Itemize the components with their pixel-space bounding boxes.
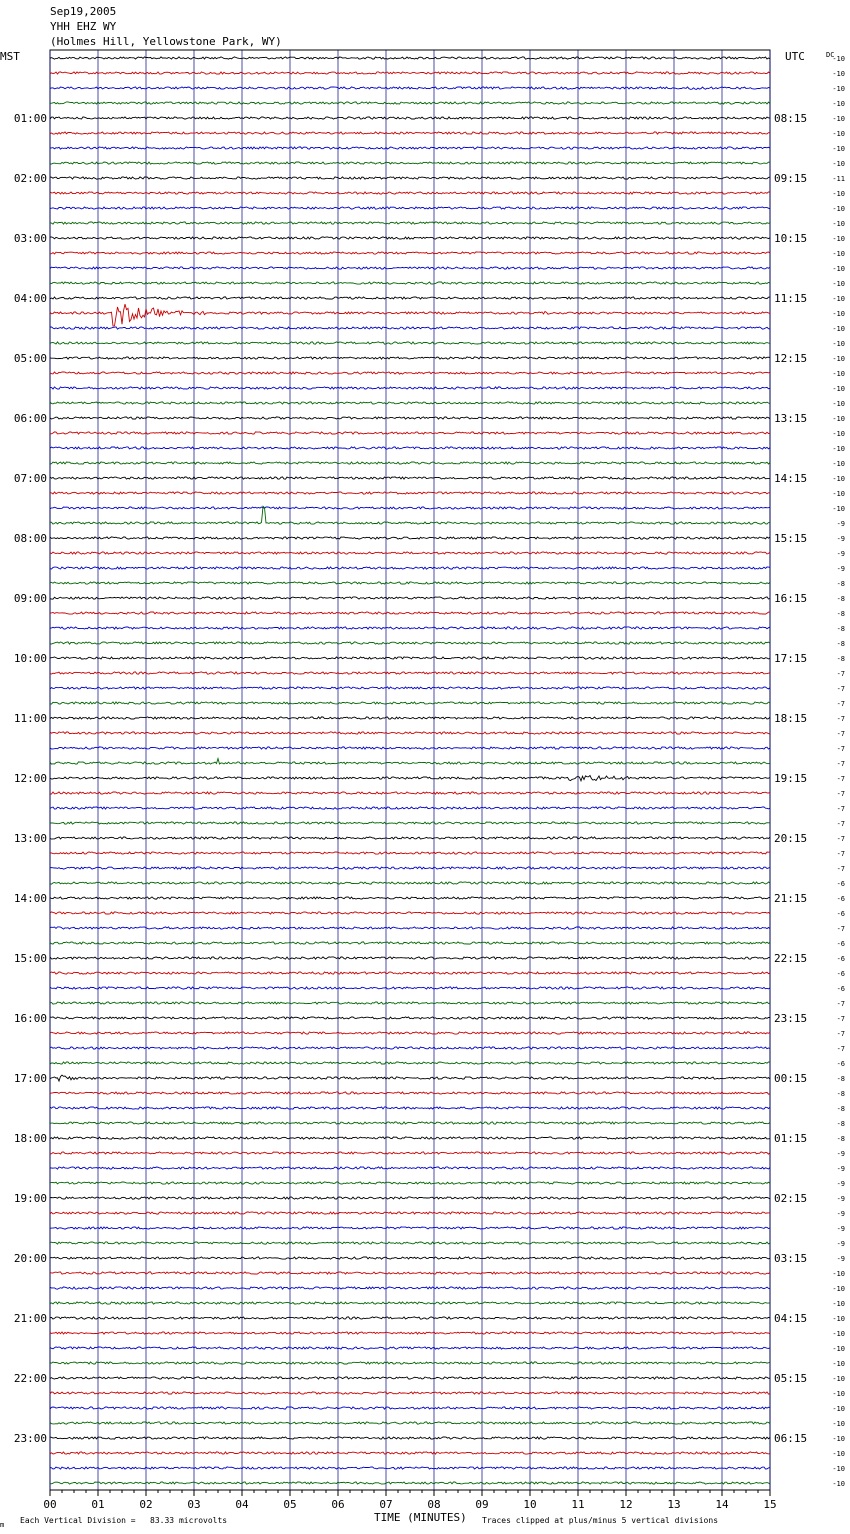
dc-offset-label: -9 <box>836 1210 845 1218</box>
x-tick-label: 12 <box>619 1498 633 1511</box>
trace-row <box>50 1302 770 1304</box>
x-tick-label: 10 <box>523 1498 537 1511</box>
dc-offset-label: -9 <box>836 1150 845 1158</box>
trace-row <box>50 207 770 209</box>
trace-row <box>50 387 770 389</box>
dc-offset-label: -8 <box>836 1075 845 1083</box>
trace-row <box>50 357 770 359</box>
dc-offset-label: -8 <box>836 610 845 618</box>
dc-offset-label: -9 <box>836 1225 845 1233</box>
dc-offset-label: -7 <box>836 1015 845 1023</box>
dc-offset-label: -7 <box>836 835 845 843</box>
trace-row <box>50 1062 770 1064</box>
dc-offset-label: -7 <box>836 670 845 678</box>
dc-offset-label: -9 <box>836 565 845 573</box>
dc-offset-label: -7 <box>836 730 845 738</box>
plot-date: Sep19,2005 <box>50 5 117 18</box>
dc-offset-label: -10 <box>832 430 845 438</box>
trace-row <box>50 432 770 434</box>
utc-hour-label: 03:15 <box>774 1252 808 1265</box>
trace-row <box>50 297 770 299</box>
trace-row <box>50 702 770 704</box>
mst-hour-label: 12:00 <box>13 772 47 785</box>
trace-row <box>50 927 770 929</box>
dc-offset-label: -9 <box>836 1180 845 1188</box>
station-location: (Holmes Hill, Yellowstone Park, WY) <box>50 35 282 48</box>
trace-row <box>50 1377 770 1379</box>
utc-hour-label: 06:15 <box>774 1432 808 1445</box>
trace-row <box>50 237 770 239</box>
trace-row <box>50 1257 770 1259</box>
dc-offset-label: -10 <box>832 1390 845 1398</box>
dc-offset-label: -7 <box>836 715 845 723</box>
mst-hour-label: 16:00 <box>13 1012 47 1025</box>
dc-offset-label: -6 <box>836 895 845 903</box>
trace-row <box>50 447 770 449</box>
mst-hour-label: 23:00 <box>13 1432 47 1445</box>
trace-row <box>50 222 770 224</box>
trace-row <box>50 117 770 119</box>
dc-offset-label: -10 <box>832 445 845 453</box>
x-tick-label: 06 <box>331 1498 345 1511</box>
utc-hour-label: 04:15 <box>774 1312 808 1325</box>
x-tick-label: 11 <box>571 1498 585 1511</box>
x-axis-title: TIME (MINUTES) <box>374 1511 467 1524</box>
mst-hour-label: 21:00 <box>13 1312 47 1325</box>
trace-row <box>50 417 770 419</box>
dc-offset-label: -7 <box>836 1000 845 1008</box>
trace-row <box>50 957 770 959</box>
footer-mark: m <box>0 1521 5 1529</box>
dc-offset-label: -8 <box>836 1105 845 1113</box>
trace-row <box>50 852 770 854</box>
trace-row <box>50 1437 770 1439</box>
mst-hour-label: 11:00 <box>13 712 47 725</box>
x-tick-label: 09 <box>475 1498 489 1511</box>
trace-row <box>50 1122 770 1124</box>
dc-offset-label: -7 <box>836 805 845 813</box>
trace-row <box>50 792 770 794</box>
mst-hour-label: 10:00 <box>13 652 47 665</box>
dc-offset-label: -7 <box>836 685 845 693</box>
trace-row <box>50 567 770 569</box>
utc-hour-label: 02:15 <box>774 1192 808 1205</box>
trace-row <box>50 1332 770 1334</box>
dc-offset-label: -10 <box>832 55 845 63</box>
trace-row <box>50 837 770 839</box>
x-tick-label: 02 <box>139 1498 153 1511</box>
trace-row <box>50 717 770 719</box>
dc-offset-label: -10 <box>832 1405 845 1413</box>
dc-offset-label: -7 <box>836 865 845 873</box>
mst-hour-label: 19:00 <box>13 1192 47 1205</box>
mst-hour-label: 02:00 <box>13 172 47 185</box>
trace-row <box>50 162 770 164</box>
dc-offset-label: -10 <box>832 145 845 153</box>
dc-offset-label: -8 <box>836 580 845 588</box>
mst-hour-label: 18:00 <box>13 1132 47 1145</box>
dc-offset-label: -10 <box>832 1450 845 1458</box>
trace-row <box>50 327 770 329</box>
trace-row <box>50 822 770 824</box>
dc-offset-label: -10 <box>832 1465 845 1473</box>
trace-row <box>50 252 770 254</box>
trace-row <box>50 477 770 479</box>
utc-hour-label: 22:15 <box>774 952 808 965</box>
trace-row <box>50 972 770 974</box>
trace-row <box>50 282 770 284</box>
x-tick-label: 00 <box>43 1498 57 1511</box>
dc-offset-label: -10 <box>832 1435 845 1443</box>
dc-offset-label: -8 <box>836 1135 845 1143</box>
dc-offset-label: -10 <box>832 490 845 498</box>
trace-row <box>50 1392 770 1394</box>
dc-offset-label: -10 <box>832 325 845 333</box>
trace-row <box>50 942 770 944</box>
trace-row <box>50 1407 770 1409</box>
utc-axis-title: UTC <box>785 50 805 63</box>
trace-row <box>50 1272 770 1274</box>
trace-row <box>50 1152 770 1154</box>
trace-row <box>50 672 770 674</box>
trace-row <box>50 597 770 599</box>
trace-row <box>50 57 770 59</box>
trace-row <box>50 747 770 749</box>
trace-row <box>50 462 770 464</box>
trace-row <box>50 1287 770 1289</box>
trace-row <box>50 897 770 899</box>
utc-hour-label: 21:15 <box>774 892 808 905</box>
trace-row <box>50 882 770 884</box>
dc-offset-label: -6 <box>836 910 845 918</box>
dc-offset-label: -10 <box>832 1345 845 1353</box>
dc-offset-label: -10 <box>832 1285 845 1293</box>
trace-row <box>50 1092 770 1094</box>
mst-hour-label: 04:00 <box>13 292 47 305</box>
utc-hour-label: 16:15 <box>774 592 808 605</box>
dc-offset-label: -10 <box>832 1480 845 1488</box>
utc-hour-label: 14:15 <box>774 472 808 485</box>
dc-offset-label: -10 <box>832 115 845 123</box>
trace-row <box>50 402 770 404</box>
trace-row <box>50 1017 770 1019</box>
dc-offset-label: -10 <box>832 130 845 138</box>
dc-offset-label: -7 <box>836 790 845 798</box>
dc-offset-label: -9 <box>836 535 845 543</box>
dc-offset-label: -7 <box>836 1045 845 1053</box>
trace-row <box>50 506 770 524</box>
x-tick-label: 15 <box>763 1498 777 1511</box>
x-tick-label: 08 <box>427 1498 441 1511</box>
trace-row <box>50 627 770 629</box>
trace-row <box>50 372 770 374</box>
mst-axis-title: MST <box>0 50 20 63</box>
utc-hour-label: 10:15 <box>774 232 808 245</box>
x-tick-label: 05 <box>283 1498 297 1511</box>
trace-row <box>50 732 770 734</box>
mst-hour-label: 20:00 <box>13 1252 47 1265</box>
dc-offset-label: -6 <box>836 955 845 963</box>
trace-row <box>50 147 770 149</box>
dc-offset-label: -10 <box>832 280 845 288</box>
trace-row <box>50 102 770 104</box>
dc-offset-label: -10 <box>832 190 845 198</box>
utc-hour-label: 23:15 <box>774 1012 808 1025</box>
x-tick-label: 01 <box>91 1498 105 1511</box>
utc-hour-label: 15:15 <box>774 532 808 545</box>
trace-row <box>50 776 770 781</box>
dc-offset-label: -8 <box>836 595 845 603</box>
dc-offset-label: -10 <box>832 340 845 348</box>
trace-row <box>50 267 770 269</box>
dc-offset-label: -10 <box>832 235 845 243</box>
dc-offset-label: -6 <box>836 985 845 993</box>
mst-hour-label: 05:00 <box>13 352 47 365</box>
dc-offset-label: -10 <box>832 250 845 258</box>
utc-hour-label: 20:15 <box>774 832 808 845</box>
scale-note: Each Vertical Division = 83.33 microvolts <box>20 1516 228 1525</box>
trace-row <box>50 72 770 74</box>
x-tick-label: 14 <box>715 1498 729 1511</box>
trace-row <box>50 1482 770 1484</box>
trace-row <box>50 1242 770 1244</box>
utc-hour-label: 00:15 <box>774 1072 808 1085</box>
x-tick-label: 04 <box>235 1498 249 1511</box>
utc-hour-label: 11:15 <box>774 292 808 305</box>
dc-offset-label: -8 <box>836 625 845 633</box>
dc-offset-label: -7 <box>836 1030 845 1038</box>
trace-row <box>50 1212 770 1214</box>
dc-offset-label: -6 <box>836 880 845 888</box>
trace-row <box>50 304 770 326</box>
dc-offset-label: -8 <box>836 655 845 663</box>
dc-offset-label: -7 <box>836 775 845 783</box>
mst-hour-label: 22:00 <box>13 1372 47 1385</box>
trace-row <box>50 492 770 494</box>
dc-offset-label: -10 <box>832 220 845 228</box>
trace-row <box>50 657 770 659</box>
mst-hour-label: 14:00 <box>13 892 47 905</box>
utc-hour-label: 12:15 <box>774 352 808 365</box>
dc-offset-label: -6 <box>836 940 845 948</box>
dc-offset-label: -10 <box>832 1375 845 1383</box>
dc-offset-label: -6 <box>836 970 845 978</box>
trace-row <box>50 759 770 765</box>
mst-hour-label: 08:00 <box>13 532 47 545</box>
trace-row <box>50 1182 770 1184</box>
trace-row <box>50 1347 770 1349</box>
trace-row <box>50 1107 770 1109</box>
dc-offset-label: -10 <box>832 85 845 93</box>
trace-row <box>50 1075 770 1081</box>
dc-offset-label: -10 <box>832 100 845 108</box>
trace-row <box>50 1362 770 1364</box>
utc-hour-label: 09:15 <box>774 172 808 185</box>
dc-offset-label: -9 <box>836 1165 845 1173</box>
dc-offset-label: -10 <box>832 295 845 303</box>
trace-row <box>50 507 770 509</box>
dc-offset-label: -10 <box>832 460 845 468</box>
dc-offset-label: -8 <box>836 640 845 648</box>
dc-offset-label: -7 <box>836 850 845 858</box>
trace-row <box>50 1167 770 1169</box>
dc-offset-label: -10 <box>832 370 845 378</box>
dc-offset-label: -9 <box>836 1240 845 1248</box>
dc-offset-label: -10 <box>832 1360 845 1368</box>
trace-row <box>50 342 770 344</box>
dc-offset-label: -10 <box>832 1270 845 1278</box>
trace-row <box>50 642 770 644</box>
utc-hour-label: 18:15 <box>774 712 808 725</box>
trace-row <box>50 1197 770 1199</box>
utc-hour-label: 08:15 <box>774 112 808 125</box>
dc-offset-label: -10 <box>832 160 845 168</box>
mst-hour-label: 06:00 <box>13 412 47 425</box>
station-code: YHH EHZ WY <box>50 20 117 33</box>
dc-offset-label: -11 <box>832 175 845 183</box>
dc-axis-title: DC <box>826 51 835 59</box>
dc-offset-label: -10 <box>832 355 845 363</box>
trace-row <box>50 1467 770 1469</box>
dc-offset-label: -10 <box>832 310 845 318</box>
trace-row <box>50 582 770 584</box>
mst-hour-label: 01:00 <box>13 112 47 125</box>
trace-row <box>50 867 770 869</box>
utc-hour-label: 17:15 <box>774 652 808 665</box>
utc-hour-label: 01:15 <box>774 1132 808 1145</box>
dc-offset-label: -10 <box>832 1300 845 1308</box>
trace-row <box>50 687 770 689</box>
mst-hour-label: 15:00 <box>13 952 47 965</box>
mst-hour-label: 07:00 <box>13 472 47 485</box>
trace-row <box>50 912 770 914</box>
trace-row <box>50 132 770 134</box>
trace-row <box>50 537 770 539</box>
dc-offset-label: -7 <box>836 745 845 753</box>
dc-offset-label: -9 <box>836 1255 845 1263</box>
dc-offset-label: -10 <box>832 1330 845 1338</box>
mst-hour-label: 03:00 <box>13 232 47 245</box>
x-tick-label: 07 <box>379 1498 393 1511</box>
dc-offset-label: -8 <box>836 1090 845 1098</box>
trace-row <box>50 552 770 554</box>
mst-hour-label: 17:00 <box>13 1072 47 1085</box>
dc-offset-label: -10 <box>832 415 845 423</box>
trace-row <box>50 87 770 90</box>
dc-offset-label: -10 <box>832 475 845 483</box>
mst-hour-label: 09:00 <box>13 592 47 605</box>
mst-hour-label: 13:00 <box>13 832 47 845</box>
trace-row <box>50 177 770 179</box>
dc-offset-label: -8 <box>836 1120 845 1128</box>
dc-offset-label: -10 <box>832 265 845 273</box>
dc-offset-label: -7 <box>836 925 845 933</box>
trace-row <box>50 807 770 809</box>
clip-note: Traces clipped at plus/minus 5 vertical divisions <box>482 1516 719 1525</box>
dc-offset-label: -10 <box>832 1315 845 1323</box>
trace-row <box>50 1422 770 1424</box>
dc-offset-label: -7 <box>836 700 845 708</box>
dc-offset-label: -9 <box>836 550 845 558</box>
trace-row <box>50 1227 770 1229</box>
dc-offset-label: -6 <box>836 1060 845 1068</box>
utc-hour-label: 19:15 <box>774 772 808 785</box>
x-tick-label: 13 <box>667 1498 681 1511</box>
trace-row <box>50 612 770 614</box>
dc-offset-label: -10 <box>832 1420 845 1428</box>
trace-row <box>50 1002 770 1004</box>
trace-row <box>50 192 770 194</box>
utc-hour-label: 13:15 <box>774 412 808 425</box>
trace-row <box>50 1032 770 1034</box>
trace-row <box>50 987 770 989</box>
dc-offset-label: -10 <box>832 70 845 78</box>
dc-offset-label: -10 <box>832 205 845 213</box>
dc-offset-label: -10 <box>832 400 845 408</box>
dc-offset-label: -10 <box>832 385 845 393</box>
dc-offset-label: -7 <box>836 820 845 828</box>
dc-offset-label: -7 <box>836 760 845 768</box>
x-tick-label: 03 <box>187 1498 201 1511</box>
trace-row <box>50 1137 770 1139</box>
utc-hour-label: 05:15 <box>774 1372 808 1385</box>
trace-row <box>50 1317 770 1319</box>
trace-row <box>50 1452 770 1454</box>
trace-row <box>50 1047 770 1049</box>
dc-offset-label: -10 <box>832 505 845 513</box>
dc-offset-label: -9 <box>836 520 845 528</box>
dc-offset-label: -9 <box>836 1195 845 1203</box>
